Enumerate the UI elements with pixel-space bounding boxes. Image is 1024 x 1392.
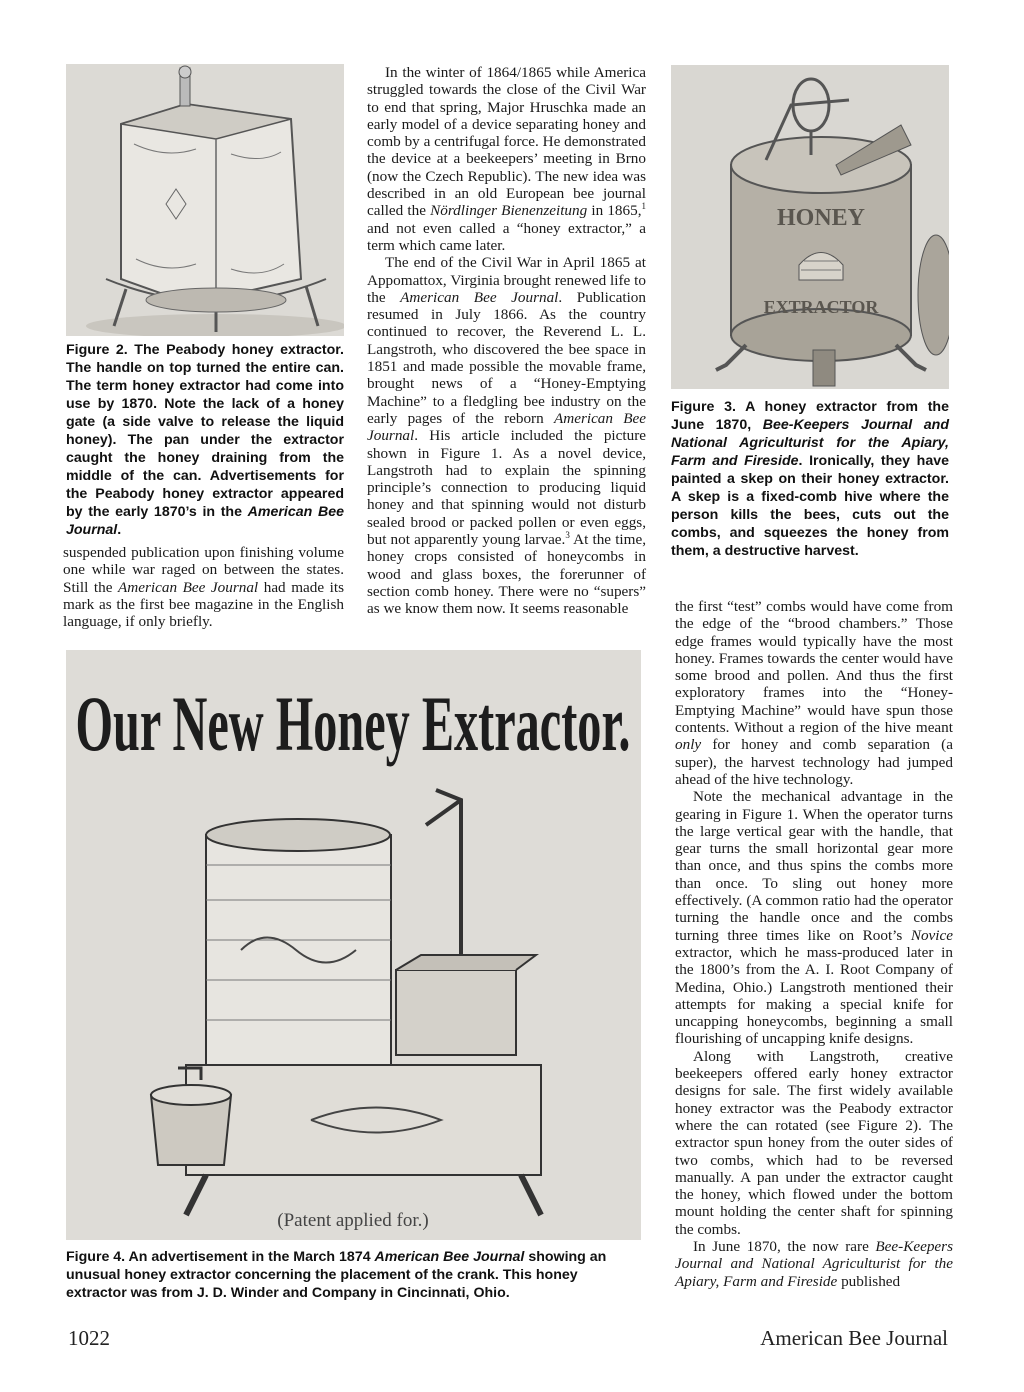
paragraph — [675, 598, 953, 788]
paragraph — [675, 1238, 953, 1290]
text-segment: Note the mechanical advantage in the gearing in Figure 1. When the operator turns the large vertical gear with the handle, that gear turns the small horizontal gear more than once, and thus spins the combs more than once. To sling out honey more effectively. (A common ratio had the operator turning the handle once and the combs turning three times like on Root’s — [675, 788, 953, 944]
figure-2-caption — [66, 341, 344, 539]
text-segment: Along with Langstroth, creative beekeepers offered early honey extractor designs for sale. The first widely available honey extractor was the Peabody extractor where the can rotated (see Figure 2). The extractor spun honey from the outer sides of two combs, which had to be reversed manually. A pan under the extractor caught the honey, which flowed under the bottom mount holding the center shaft for spinning the combs. — [675, 1047, 953, 1238]
engraved-honey-label: HONEY — [776, 205, 866, 231]
figure-2-image — [66, 64, 344, 336]
text-segment: In June 1870, the now rare — [693, 1237, 876, 1255]
footnote-marker: 3 — [565, 529, 570, 540]
text-segment: American Bee Journal — [400, 288, 559, 306]
text-segment: American Bee Journal — [118, 578, 259, 596]
figure-3-caption — [671, 398, 949, 560]
left-column-text — [63, 544, 344, 630]
text-segment: the first “test” combs would have come from the edge of the “brood chambers.” Those edge frames would typically have the most honey. Frames towards the center would have some brood and pollen. And thus the first exploratory frames into the “Honey-Emptying Machine” would have spun those contents. Without a region of the hive meant — [675, 598, 953, 737]
text-segment: extractor, which he mass-produced later in the 1800’s from the A. I. Root Company of Medina, Ohio.) Langstroth mentioned their attempts for making a special knife for uncapping honeycombs, beginning a small flourishing of uncapping knife designs. — [675, 943, 953, 1048]
text-segment: The end of the Civil War in April 1865 at Appomattox, Virginia brought renewed life to the — [367, 254, 646, 306]
page-number: 1022 — [68, 1326, 110, 1350]
paragraph — [675, 1048, 953, 1238]
paragraph — [367, 254, 646, 617]
text-segment: . His article included the picture shown in Figure 1. As a novel device, Langstroth had to explain the spinning principle’s connection to producing liquid honey and that spinning would not disturb sealed brood or packed pollen or even eggs, but not apparently young larvae. — [367, 427, 646, 549]
right-column-text — [675, 598, 953, 1290]
middle-column-text — [367, 64, 646, 618]
caption-segment: Figure 3. A honey extractor from the June 1870, — [671, 399, 949, 433]
footnote-marker: 1 — [641, 201, 646, 212]
caption-segment: . — [117, 522, 122, 538]
text-segment: At the time, honey crops consisted of honeycombs in wood and glass boxes, the forerunner of section comb honey. There were no “supers” as we know them now. It seems reasonable — [367, 531, 646, 618]
text-segment: only — [675, 736, 702, 754]
text-segment: . Publication resumed in July 1866. As the country continued to recover, the Reverend L. L. Langstroth, who discovered the bee space in 1851 and made possible the movable frame, brought news of a “Honey-Emptying Machine” to a fledgling bee industry on the early pages of the reborn — [367, 288, 646, 427]
caption-segment: Figure 4. An advertisement in the March 1874 — [66, 1249, 375, 1265]
text-segment: in 1865, — [587, 202, 642, 220]
caption-segment: showing an unusual honey extractor concerning the placement of the crank. This honey extractor was from J. D. Winder and Company in Cincinnati, Ohio. — [66, 1249, 607, 1301]
caption-segment: American Bee Journal — [66, 504, 344, 538]
text-segment: and not even called a “honey extractor,” a term which came later. — [367, 219, 646, 254]
text-segment: Nördlinger Bienenzeitung — [430, 202, 588, 220]
caption-segment: Bee-Keepers Journal and National Agriculturist for the Apiary, Farm and Fireside — [671, 417, 949, 469]
figure-4-caption — [66, 1248, 641, 1302]
caption-segment: . Ironically, they have painted a skep on their honey extractor. A skep is a fixed-comb hive where the person kills the bees, cuts out the combs, and squeezes the honey from them, a destructive harvest. — [671, 453, 949, 559]
ad-headline: Our New Honey Extractor. — [75, 680, 631, 767]
text-segment: Bee-Keepers Journal and National Agriculturist for the Apiary, Farm and Fireside — [675, 1237, 953, 1290]
caption-segment: American Bee Journal — [374, 1249, 525, 1265]
text-segment: had made its mark as the first bee magazine in the English language, if only briefly. — [63, 578, 344, 631]
paragraph — [63, 544, 344, 630]
paragraph — [675, 788, 953, 1047]
paragraph — [367, 64, 646, 254]
text-segment: published — [837, 1272, 901, 1290]
text-segment: In the winter of 1864/1865 while America struggled towards the close of the Civil War to end that spring, Major Hruschka made an early model of a device separating honey and comb by a centrifugal force. He demonstrated the device at a beekeepers’ meeting in Brno (now the Czech Republic). The new idea was described in an old European bee journal called the — [367, 64, 646, 220]
text-segment: American Bee Journal — [367, 409, 646, 445]
ad-subline: (Patent applied for.) — [277, 1210, 429, 1231]
figure-3-image — [671, 65, 949, 389]
journal-name: American Bee Journal — [760, 1326, 948, 1350]
text-segment: for honey and comb separation (a super), the harvest technology had jumped ahead of the hive technology. — [675, 736, 953, 788]
caption-segment: Figure 2. The Peabody honey extractor. The handle on top turned the entire can. The term honey extractor had come into use by 1870. Note the lack of a honey gate (a side valve to release the liquid honey). The pan under the extractor caught the honey draining from the middle of the can. Advertisements for the Peabody honey extractor appeared by the early 1870’s in the — [66, 342, 344, 520]
engraved-extractor-label: EXTRACTOR — [763, 297, 879, 317]
text-segment: Novice — [910, 926, 953, 944]
text-segment: suspended publication upon finishing volume one while war raged on between the states. Still the — [63, 544, 344, 596]
figure-4-image — [66, 650, 641, 1240]
